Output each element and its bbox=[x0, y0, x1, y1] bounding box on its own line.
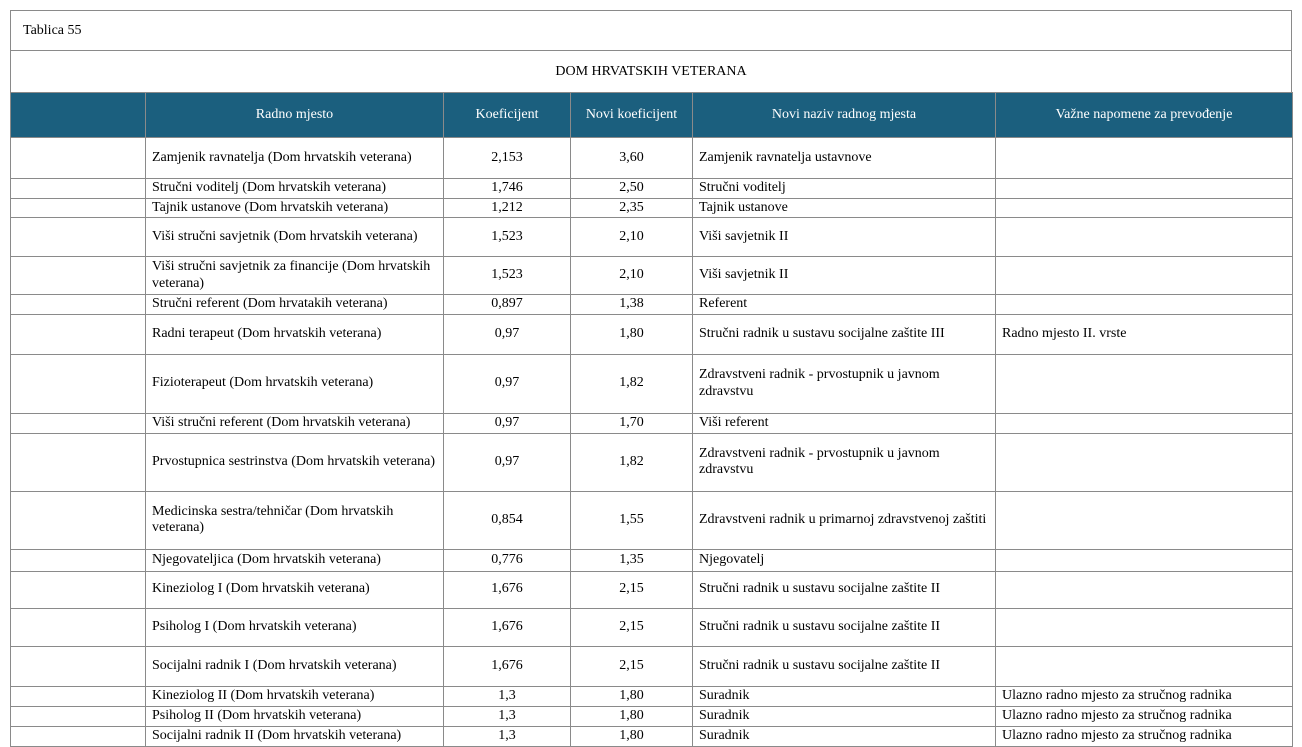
koeficijent-cell: 1,676 bbox=[444, 646, 571, 686]
radno-mjesto-cell: Tajnik ustanove (Dom hrvatskih veterana) bbox=[146, 198, 444, 218]
table-row bbox=[11, 726, 1293, 746]
novi-koeficijent-cell: 1,70 bbox=[571, 413, 693, 433]
novi-koeficijent-cell: 1,55 bbox=[571, 491, 693, 549]
novi-koeficijent-cell: 2,10 bbox=[571, 218, 693, 257]
napomena-cell bbox=[996, 549, 1293, 571]
table-number-box bbox=[10, 10, 1292, 50]
napomena-cell bbox=[996, 433, 1293, 491]
napomena-cell bbox=[996, 257, 1293, 295]
radno-mjesto-cell: Viši stručni savjetnik (Dom hrvatskih veterana) bbox=[146, 218, 444, 257]
empty-cell bbox=[11, 706, 146, 726]
novi-koeficijent-cell: 2,35 bbox=[571, 198, 693, 218]
novi-koeficijent-cell: 1,80 bbox=[571, 314, 693, 354]
napomena-cell: Ulazno radno mjesto za stručnog radnika bbox=[996, 706, 1293, 726]
table-row bbox=[11, 218, 1293, 257]
novi-koeficijent-cell: 2,15 bbox=[571, 608, 693, 646]
novi-naziv-cell: Zdravstveni radnik - prvostupnik u javnom zdravstvu bbox=[693, 354, 996, 413]
novi-koeficijent-cell: 2,50 bbox=[571, 179, 693, 199]
novi-koeficijent-cell: 2,10 bbox=[571, 257, 693, 295]
table-row bbox=[11, 706, 1293, 726]
napomena-cell bbox=[996, 138, 1293, 179]
novi-koeficijent-cell: 3,60 bbox=[571, 138, 693, 179]
table-row bbox=[11, 433, 1293, 491]
table-number-label: Tablica 55 bbox=[23, 22, 82, 38]
koeficijent-cell: 0,97 bbox=[444, 433, 571, 491]
table-row bbox=[11, 314, 1293, 354]
table-row bbox=[11, 571, 1293, 608]
table-row bbox=[11, 295, 1293, 315]
radno-mjesto-cell: Medicinska sestra/tehničar (Dom hrvatskih veterana) bbox=[146, 491, 444, 549]
napomena-cell bbox=[996, 218, 1293, 257]
koeficijent-cell: 1,676 bbox=[444, 608, 571, 646]
novi-naziv-cell: Referent bbox=[693, 295, 996, 315]
radno-mjesto-cell: Psiholog II (Dom hrvatskih veterana) bbox=[146, 706, 444, 726]
koeficijent-cell: 1,676 bbox=[444, 571, 571, 608]
koeficijent-cell: 0,854 bbox=[444, 491, 571, 549]
napomena-cell bbox=[996, 413, 1293, 433]
koeficijent-cell: 1,3 bbox=[444, 706, 571, 726]
empty-cell bbox=[11, 686, 146, 706]
novi-naziv-cell: Tajnik ustanove bbox=[693, 198, 996, 218]
table-row bbox=[11, 491, 1293, 549]
koeficijent-cell: 1,746 bbox=[444, 179, 571, 199]
table-row bbox=[11, 179, 1293, 199]
radno-mjesto-cell: Socijalni radnik I (Dom hrvatskih veterana) bbox=[146, 646, 444, 686]
radno-mjesto-cell: Socijalni radnik II (Dom hrvatskih veterana) bbox=[146, 726, 444, 746]
novi-naziv-cell: Stručni radnik u sustavu socijalne zaštite II bbox=[693, 571, 996, 608]
col-header-empty bbox=[11, 93, 146, 138]
novi-koeficijent-cell: 2,15 bbox=[571, 571, 693, 608]
col-header-napomene: Važne napomene za prevođenje bbox=[996, 93, 1293, 138]
novi-naziv-cell: Suradnik bbox=[693, 726, 996, 746]
empty-cell bbox=[11, 295, 146, 315]
col-header-novi-koeficijent: Novi koeficijent bbox=[571, 93, 693, 138]
novi-koeficijent-cell: 1,82 bbox=[571, 433, 693, 491]
empty-cell bbox=[11, 179, 146, 199]
koeficijent-cell: 2,153 bbox=[444, 138, 571, 179]
empty-cell bbox=[11, 608, 146, 646]
radno-mjesto-cell: Kineziolog II (Dom hrvatskih veterana) bbox=[146, 686, 444, 706]
koeficijent-cell: 1,523 bbox=[444, 218, 571, 257]
napomena-cell bbox=[996, 491, 1293, 549]
napomena-cell: Ulazno radno mjesto za stručnog radnika bbox=[996, 686, 1293, 706]
header-row bbox=[11, 93, 1293, 138]
koeficijent-cell: 1,212 bbox=[444, 198, 571, 218]
table-title: DOM HRVATSKIH VETERANA bbox=[555, 63, 747, 79]
novi-naziv-cell: Stručni voditelj bbox=[693, 179, 996, 199]
empty-cell bbox=[11, 549, 146, 571]
novi-koeficijent-cell: 1,80 bbox=[571, 706, 693, 726]
radno-mjesto-cell: Kineziolog I (Dom hrvatskih veterana) bbox=[146, 571, 444, 608]
napomena-cell bbox=[996, 179, 1293, 199]
novi-naziv-cell: Viši referent bbox=[693, 413, 996, 433]
napomena-cell bbox=[996, 198, 1293, 218]
novi-naziv-cell: Stručni radnik u sustavu socijalne zaštite II bbox=[693, 646, 996, 686]
empty-cell bbox=[11, 354, 146, 413]
novi-naziv-cell: Viši savjetnik II bbox=[693, 218, 996, 257]
napomena-cell bbox=[996, 608, 1293, 646]
novi-naziv-cell: Zdravstveni radnik u primarnoj zdravstvenoj zaštiti bbox=[693, 491, 996, 549]
napomena-cell bbox=[996, 571, 1293, 608]
novi-koeficijent-cell: 1,80 bbox=[571, 686, 693, 706]
novi-koeficijent-cell: 2,15 bbox=[571, 646, 693, 686]
koeficijent-cell: 0,97 bbox=[444, 354, 571, 413]
radno-mjesto-cell: Viši stručni savjetnik za financije (Dom hrvatskih veterana) bbox=[146, 257, 444, 295]
empty-cell bbox=[11, 218, 146, 257]
empty-cell bbox=[11, 491, 146, 549]
table-row bbox=[11, 257, 1293, 295]
napomena-cell bbox=[996, 354, 1293, 413]
radno-mjesto-cell: Stručni voditelj (Dom hrvatskih veterana) bbox=[146, 179, 444, 199]
table-title-box bbox=[10, 50, 1292, 92]
novi-koeficijent-cell: 1,35 bbox=[571, 549, 693, 571]
novi-naziv-cell: Zamjenik ravnatelja ustavnove bbox=[693, 138, 996, 179]
koeficijent-cell: 0,897 bbox=[444, 295, 571, 315]
radno-mjesto-cell: Stručni referent (Dom hrvatakih veterana) bbox=[146, 295, 444, 315]
table-row bbox=[11, 549, 1293, 571]
novi-naziv-cell: Njegovatelj bbox=[693, 549, 996, 571]
novi-naziv-cell: Stručni radnik u sustavu socijalne zaštite III bbox=[693, 314, 996, 354]
koeficijent-cell: 0,97 bbox=[444, 413, 571, 433]
napomena-cell: Ulazno radno mjesto za stručnog radnika bbox=[996, 726, 1293, 746]
coefficients-table bbox=[10, 92, 1293, 747]
koeficijent-cell: 1,523 bbox=[444, 257, 571, 295]
col-header-radno-mjesto: Radno mjesto bbox=[146, 93, 444, 138]
novi-naziv-cell: Suradnik bbox=[693, 706, 996, 726]
col-header-koeficijent: Koeficijent bbox=[444, 93, 571, 138]
novi-naziv-cell: Viši savjetnik II bbox=[693, 257, 996, 295]
empty-cell bbox=[11, 726, 146, 746]
document-sheet bbox=[10, 10, 1292, 747]
table-row bbox=[11, 646, 1293, 686]
radno-mjesto-cell: Viši stručni referent (Dom hrvatskih veterana) bbox=[146, 413, 444, 433]
empty-cell bbox=[11, 257, 146, 295]
napomena-cell: Radno mjesto II. vrste bbox=[996, 314, 1293, 354]
table-row bbox=[11, 138, 1293, 179]
empty-cell bbox=[11, 314, 146, 354]
table-row bbox=[11, 686, 1293, 706]
koeficijent-cell: 0,776 bbox=[444, 549, 571, 571]
napomena-cell bbox=[996, 295, 1293, 315]
novi-koeficijent-cell: 1,38 bbox=[571, 295, 693, 315]
empty-cell bbox=[11, 138, 146, 179]
novi-koeficijent-cell: 1,82 bbox=[571, 354, 693, 413]
novi-naziv-cell: Suradnik bbox=[693, 686, 996, 706]
empty-cell bbox=[11, 571, 146, 608]
empty-cell bbox=[11, 198, 146, 218]
koeficijent-cell: 1,3 bbox=[444, 686, 571, 706]
table-row bbox=[11, 354, 1293, 413]
radno-mjesto-cell: Radni terapeut (Dom hrvatskih veterana) bbox=[146, 314, 444, 354]
radno-mjesto-cell: Zamjenik ravnatelja (Dom hrvatskih veterana) bbox=[146, 138, 444, 179]
napomena-cell bbox=[996, 646, 1293, 686]
table-header bbox=[11, 93, 1293, 138]
table-body bbox=[11, 138, 1293, 747]
col-header-novi-naziv: Novi naziv radnog mjesta bbox=[693, 93, 996, 138]
radno-mjesto-cell: Prvostupnica sestrinstva (Dom hrvatskih veterana) bbox=[146, 433, 444, 491]
empty-cell bbox=[11, 433, 146, 491]
koeficijent-cell: 1,3 bbox=[444, 726, 571, 746]
table-row bbox=[11, 608, 1293, 646]
empty-cell bbox=[11, 646, 146, 686]
novi-naziv-cell: Stručni radnik u sustavu socijalne zaštite II bbox=[693, 608, 996, 646]
koeficijent-cell: 0,97 bbox=[444, 314, 571, 354]
radno-mjesto-cell: Njegovateljica (Dom hrvatskih veterana) bbox=[146, 549, 444, 571]
radno-mjesto-cell: Psiholog I (Dom hrvatskih veterana) bbox=[146, 608, 444, 646]
radno-mjesto-cell: Fizioterapeut (Dom hrvatskih veterana) bbox=[146, 354, 444, 413]
table-row bbox=[11, 413, 1293, 433]
table-row bbox=[11, 198, 1293, 218]
empty-cell bbox=[11, 413, 146, 433]
novi-naziv-cell: Zdravstveni radnik - prvostupnik u javnom zdravstvu bbox=[693, 433, 996, 491]
novi-koeficijent-cell: 1,80 bbox=[571, 726, 693, 746]
